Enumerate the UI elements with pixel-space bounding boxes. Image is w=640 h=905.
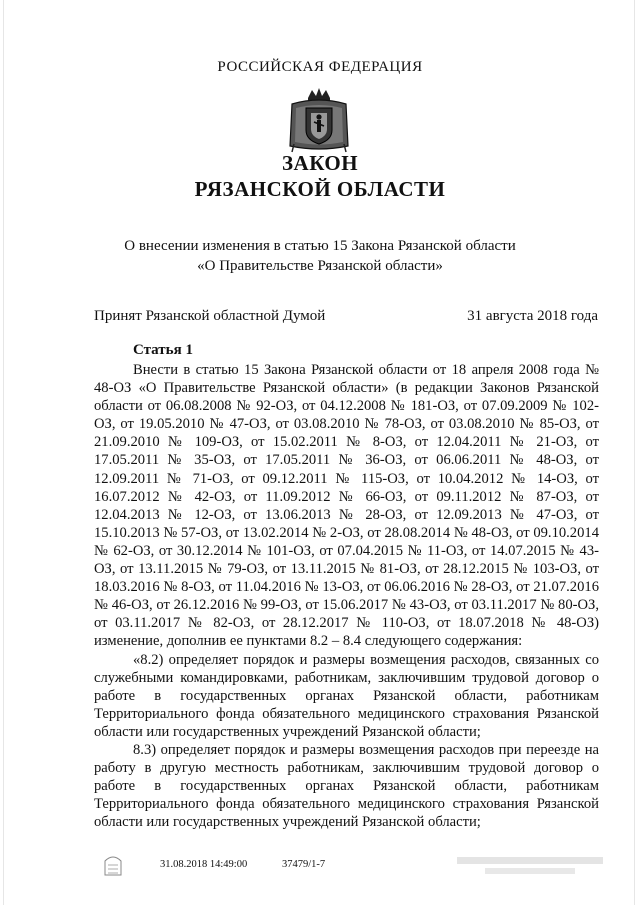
law-subject-line2: «О Правительстве Рязанской области» — [197, 258, 443, 274]
article-body — [94, 361, 599, 831]
adoption-line — [94, 308, 598, 325]
scan-edge-right — [634, 0, 635, 905]
scan-edge-left — [3, 0, 4, 905]
law-title — [0, 150, 640, 202]
federation-heading: РОССИЙСКАЯ ФЕДЕРАЦИЯ — [217, 59, 423, 75]
footer-datetime: 31.08.2018 14:49:00 — [160, 859, 248, 870]
footer-document-id: 37479/1-7 — [282, 859, 326, 870]
faint-registration-stamp — [455, 855, 605, 877]
article-paragraph: «8.2) определяет порядок и размеры возмещения расходов, связанных со служебными командировками, работникам, заключившим трудовой договор о работе в государственных органах Рязанской области, работникам Территориального фонда обязательного медицинского страхования Рязанской области или государственных учреждений Рязанской области; — [94, 651, 599, 740]
article-heading: Статья 1 — [133, 342, 193, 358]
article-paragraph: Внести в статью 15 Закона Рязанской области от 18 апреля 2008 года № 48-ОЗ «О Правительстве Рязанской области» (в редакции Законов Рязанской области от 06.08.2008 № 92-ОЗ, от 04.12.2008 № 181-ОЗ, от 07.09.2009 № 102-ОЗ, от 19.05.2010 № 47-ОЗ, от 03.08.2010 № 78-ОЗ, от 03.08.2010 № 85-ОЗ, от 21.09.2010 № 109-ОЗ, от 15.02.2011 № 8-ОЗ, от 12.04.2011 № 21-ОЗ, от 17.05.2011 № 35-ОЗ, от 17.05.2011 № 36-ОЗ, от 06.06.2011 № 48-ОЗ, от 12.09.2011 № 71-ОЗ, от 09.12.2011 № 115-ОЗ, от 10.04.2012 № 14-ОЗ, от 16.07.2012 № 42-ОЗ, от 11.09.2012 № 66-ОЗ, от 09.11.2012 № 87-ОЗ, от 12.04.2013 № 12-ОЗ, от 13.06.2013 № 28-ОЗ, от 12.09.2013 № 47-ОЗ, от 15.10.2013 № 57-ОЗ, от 13.02.2014 № 2-ОЗ, от 28.08.2014 № 48-ОЗ, от 09.10.2014 № 62-ОЗ, от 30.12.2014 № 101-ОЗ, от 07.04.2015 № 11-ОЗ, от 14.07.2015 № 43-ОЗ, от 13.11.2015 № 79-ОЗ, от 13.11.2015 № 81-ОЗ, от 28.12.2015 № 103-ОЗ, от 18.03.2016 № 8-ОЗ, от 11.04.2016 № 13-ОЗ, от 06.06.2016 № 28-ОЗ, от 21.07.2016 № 46-ОЗ, от 26.12.2016 № 99-ОЗ, от 15.06.2017 № 43-ОЗ, от 03.11.2017 № 80-ОЗ, от 03.11.2017 № 82-ОЗ, от 28.12.2017 № 110-ОЗ, от 18.07.2018 № 48-ОЗ) изменение, дополнив ее пунктами 8.2 – 8.4 следующего содержания: — [94, 362, 599, 650]
ryazan-coat-of-arms-icon — [286, 86, 352, 154]
document-stamp-icon — [100, 851, 126, 879]
law-title-line2: РЯЗАНСКОЙ ОБЛАСТИ — [194, 177, 446, 201]
law-title-line1: ЗАКОН — [281, 151, 359, 175]
adopted-by: Принят Рязанской областной Думой — [94, 308, 326, 324]
law-subject — [0, 236, 640, 276]
article-paragraph: 8.3) определяет порядок и размеры возмещения расходов при переезде на работу в другую местность работникам, заключившим трудовой договор о работе в государственных органах Рязанской области, работникам Территориального фонда обязательного медицинского страхования Рязанской области или государственных учреждений Рязанской области; — [94, 741, 599, 831]
law-subject-line1: О внесении изменения в статью 15 Закона Рязанской области — [124, 238, 516, 254]
document-footer — [0, 859, 640, 889]
adoption-date: 31 августа 2018 года — [467, 308, 598, 324]
